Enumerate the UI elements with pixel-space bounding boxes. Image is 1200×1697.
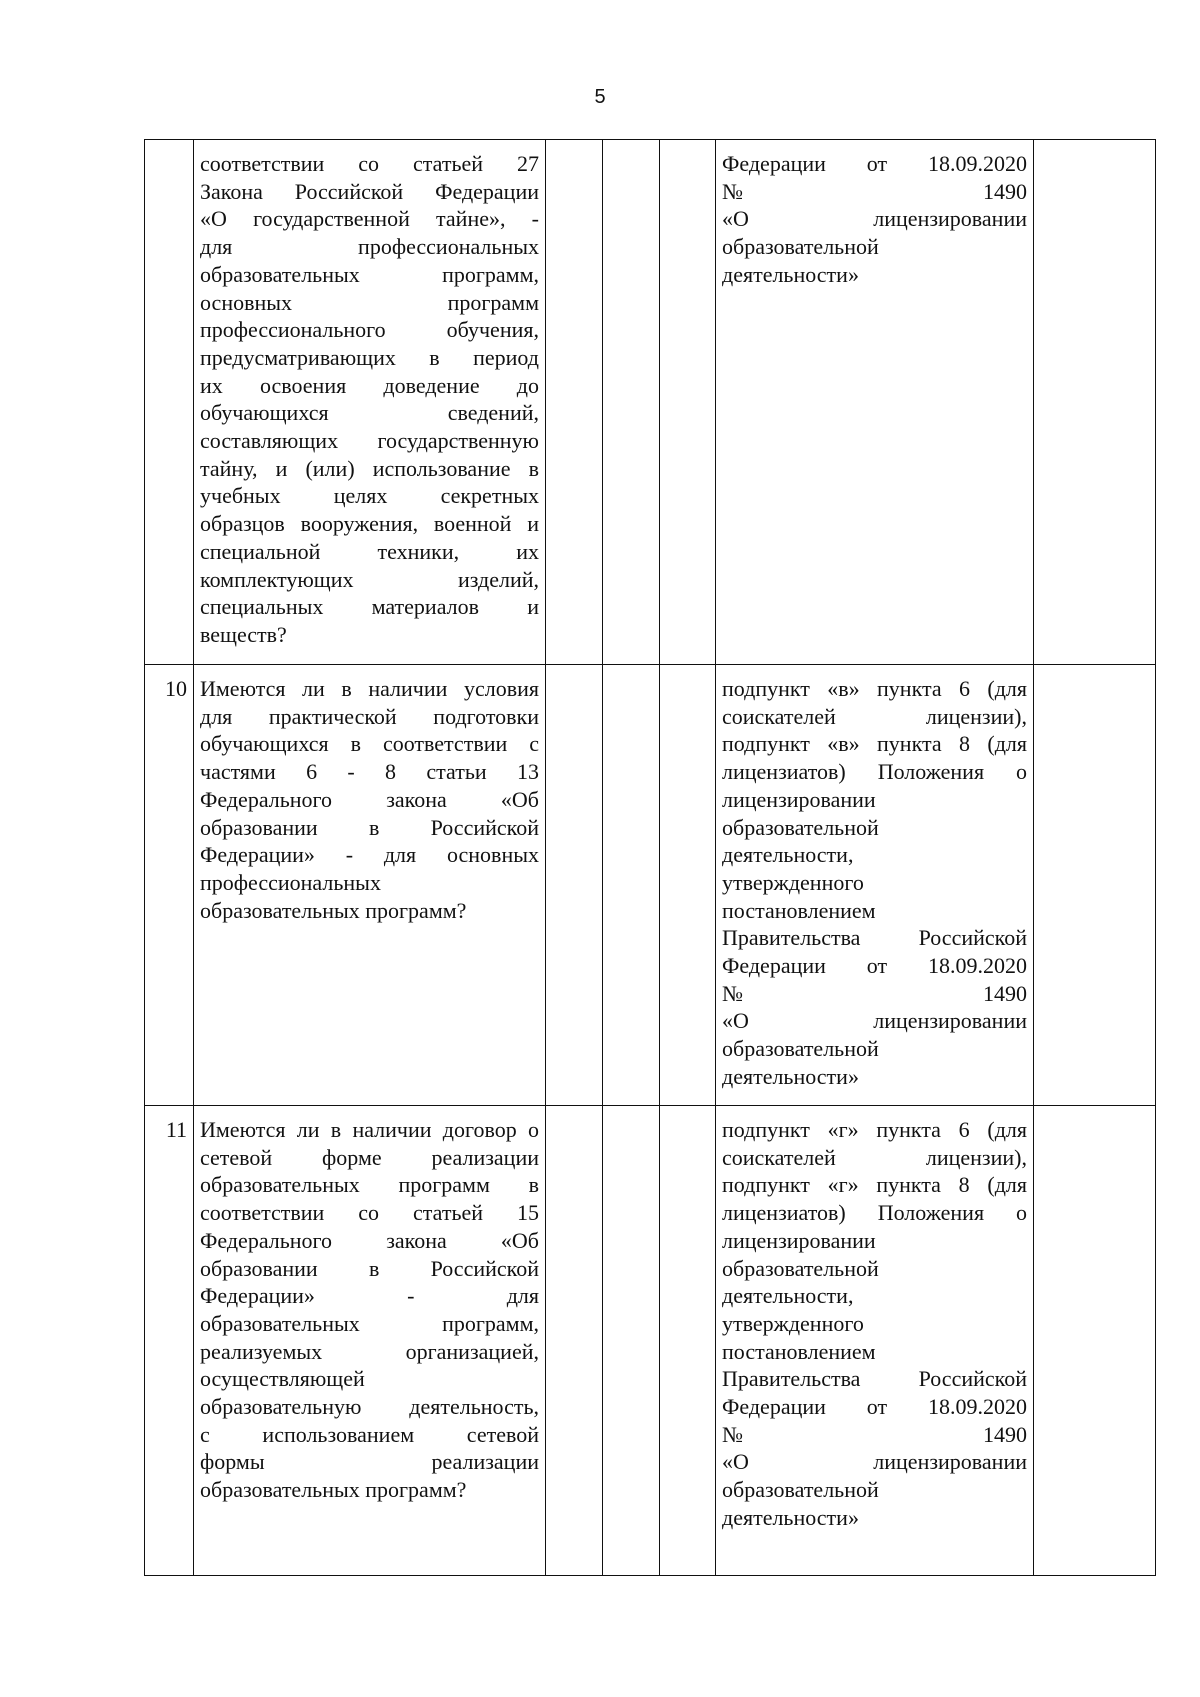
text-line: «О государственной тайне», - <box>200 206 539 232</box>
row-number: 10 <box>145 665 194 1106</box>
question-cell <box>194 1106 546 1576</box>
text-line: их освоения доведение до <box>200 372 539 398</box>
legal-basis-cell <box>716 1106 1034 1576</box>
text-line: деятельности» <box>722 1063 859 1089</box>
text-line: специальной техники, их <box>200 538 539 564</box>
text-line: Федерации от 18.09.2020 <box>722 1394 1027 1420</box>
text-line: образцов вооружения, военной и <box>200 511 539 537</box>
answer-na-cell <box>660 140 716 665</box>
text-line: веществ? <box>200 621 287 647</box>
text-line: обучающихся сведений, <box>200 400 539 426</box>
text-line: образовательных программ? <box>200 897 467 923</box>
text-line: Федерации» - для основных <box>200 842 539 868</box>
question-cell <box>194 665 546 1106</box>
answer-yes-cell <box>546 665 603 1106</box>
text-line: тайну, и (или) использование в <box>200 455 539 481</box>
text-line: Федерации от 18.09.2020 <box>722 953 1027 979</box>
text-line: подпункт «в» пункта 8 (для <box>722 731 1027 757</box>
text-line: образовательной <box>722 814 879 840</box>
text-line: Федерации от 18.09.2020 <box>722 151 1027 176</box>
text-line: образовательную деятельность, <box>200 1394 539 1420</box>
text-line: № 1490 <box>722 980 1027 1006</box>
text-line: деятельности» <box>722 1504 859 1530</box>
text-line: образовательных программ в <box>200 1172 539 1198</box>
text-line: № 1490 <box>722 1421 1027 1447</box>
answer-na-cell <box>660 665 716 1106</box>
text-line: специальных материалов и <box>200 594 539 620</box>
question-cell <box>194 140 546 665</box>
text-line: образовательных программ, <box>200 261 539 287</box>
text-line: образовательной <box>722 1255 879 1281</box>
note-cell <box>1034 665 1156 1106</box>
text-line: осуществляющей <box>200 1366 365 1392</box>
text-line: соискателей лицензии), <box>722 1144 1027 1170</box>
text-line: Федерального закона «Об <box>200 1227 539 1253</box>
text-line: «О лицензировании <box>722 206 1027 232</box>
page-number: 5 <box>594 86 606 108</box>
text-line: деятельности, <box>722 1283 854 1309</box>
text-line: подпункт «г» пункта 6 (для <box>722 1117 1027 1142</box>
text-line: подпункт «в» пункта 6 (для <box>722 676 1027 701</box>
text-line: для профессиональных <box>200 234 539 260</box>
text-line: Федерации» - для <box>200 1283 539 1309</box>
note-cell <box>1034 1106 1156 1576</box>
text-line: образовательной <box>722 1477 879 1503</box>
answer-yes-cell <box>546 140 603 665</box>
text-line: «О лицензировании <box>722 1449 1027 1475</box>
text-line: «О лицензировании <box>722 1008 1027 1034</box>
legal-basis-cell <box>716 665 1034 1106</box>
text-line: Имеются ли в наличии договор о <box>200 1117 539 1142</box>
answer-no-cell <box>603 140 660 665</box>
checklist-table <box>144 139 1156 1576</box>
legal-basis-cell <box>716 140 1034 665</box>
text-line: образовательной <box>722 1036 879 1062</box>
text-line: лицензиатов) Положения о <box>722 759 1027 785</box>
table-row <box>145 140 1156 665</box>
table-row <box>145 1106 1156 1576</box>
text-line: основных программ <box>200 289 539 315</box>
text-line: комплектующих изделий, <box>200 566 539 592</box>
text-line: с использованием сетевой <box>200 1421 539 1447</box>
text-line: соответствии со статьей 27 <box>200 151 539 176</box>
text-line: образовании в Российской <box>200 814 539 840</box>
text-line: лицензировании <box>722 786 876 812</box>
text-line: соответствии со статьей 15 <box>200 1200 539 1226</box>
text-line: учебных целях секретных <box>200 483 539 509</box>
text-line: для практической подготовки <box>200 703 539 729</box>
answer-no-cell <box>603 665 660 1106</box>
text-line: профессиональных <box>200 869 381 895</box>
answer-no-cell <box>603 1106 660 1576</box>
text-line: Закона Российской Федерации <box>200 178 539 204</box>
text-line: образовании в Российской <box>200 1255 539 1281</box>
text-line: Правительства Российской <box>722 925 1027 951</box>
text-line: сетевой форме реализации <box>200 1144 539 1170</box>
text-line: составляющих государственную <box>200 428 539 454</box>
text-line: профессионального обучения, <box>200 317 539 343</box>
note-cell <box>1034 140 1156 665</box>
text-line: формы реализации <box>200 1449 539 1475</box>
table-row <box>145 665 1156 1106</box>
text-line: обучающихся в соответствии с <box>200 731 539 757</box>
text-line: образовательной <box>722 234 879 260</box>
text-line: частями 6 - 8 статьи 13 <box>200 759 539 785</box>
answer-yes-cell <box>546 1106 603 1576</box>
text-line: утвержденного <box>722 869 864 895</box>
text-line: Федерального закона «Об <box>200 786 539 812</box>
text-line: Имеются ли в наличии условия <box>200 676 539 701</box>
answer-na-cell <box>660 1106 716 1576</box>
text-line: предусматривающих в период <box>200 344 539 370</box>
text-line: постановлением <box>722 897 876 923</box>
text-line: лицензиатов) Положения о <box>722 1200 1027 1226</box>
text-line: деятельности» <box>722 261 859 287</box>
text-line: реализуемых организацией, <box>200 1338 539 1364</box>
text-line: деятельности, <box>722 842 854 868</box>
text-line: Правительства Российской <box>722 1366 1027 1392</box>
text-line: образовательных программ, <box>200 1310 539 1336</box>
text-line: утвержденного <box>722 1310 864 1336</box>
row-number: 11 <box>145 1106 194 1576</box>
text-line: соискателей лицензии), <box>722 703 1027 729</box>
text-line: подпункт «г» пункта 8 (для <box>722 1172 1027 1198</box>
row-number <box>145 140 194 665</box>
text-line: № 1490 <box>722 178 1027 204</box>
text-line: постановлением <box>722 1338 876 1364</box>
text-line: образовательных программ? <box>200 1477 467 1503</box>
text-line: лицензировании <box>722 1227 876 1253</box>
